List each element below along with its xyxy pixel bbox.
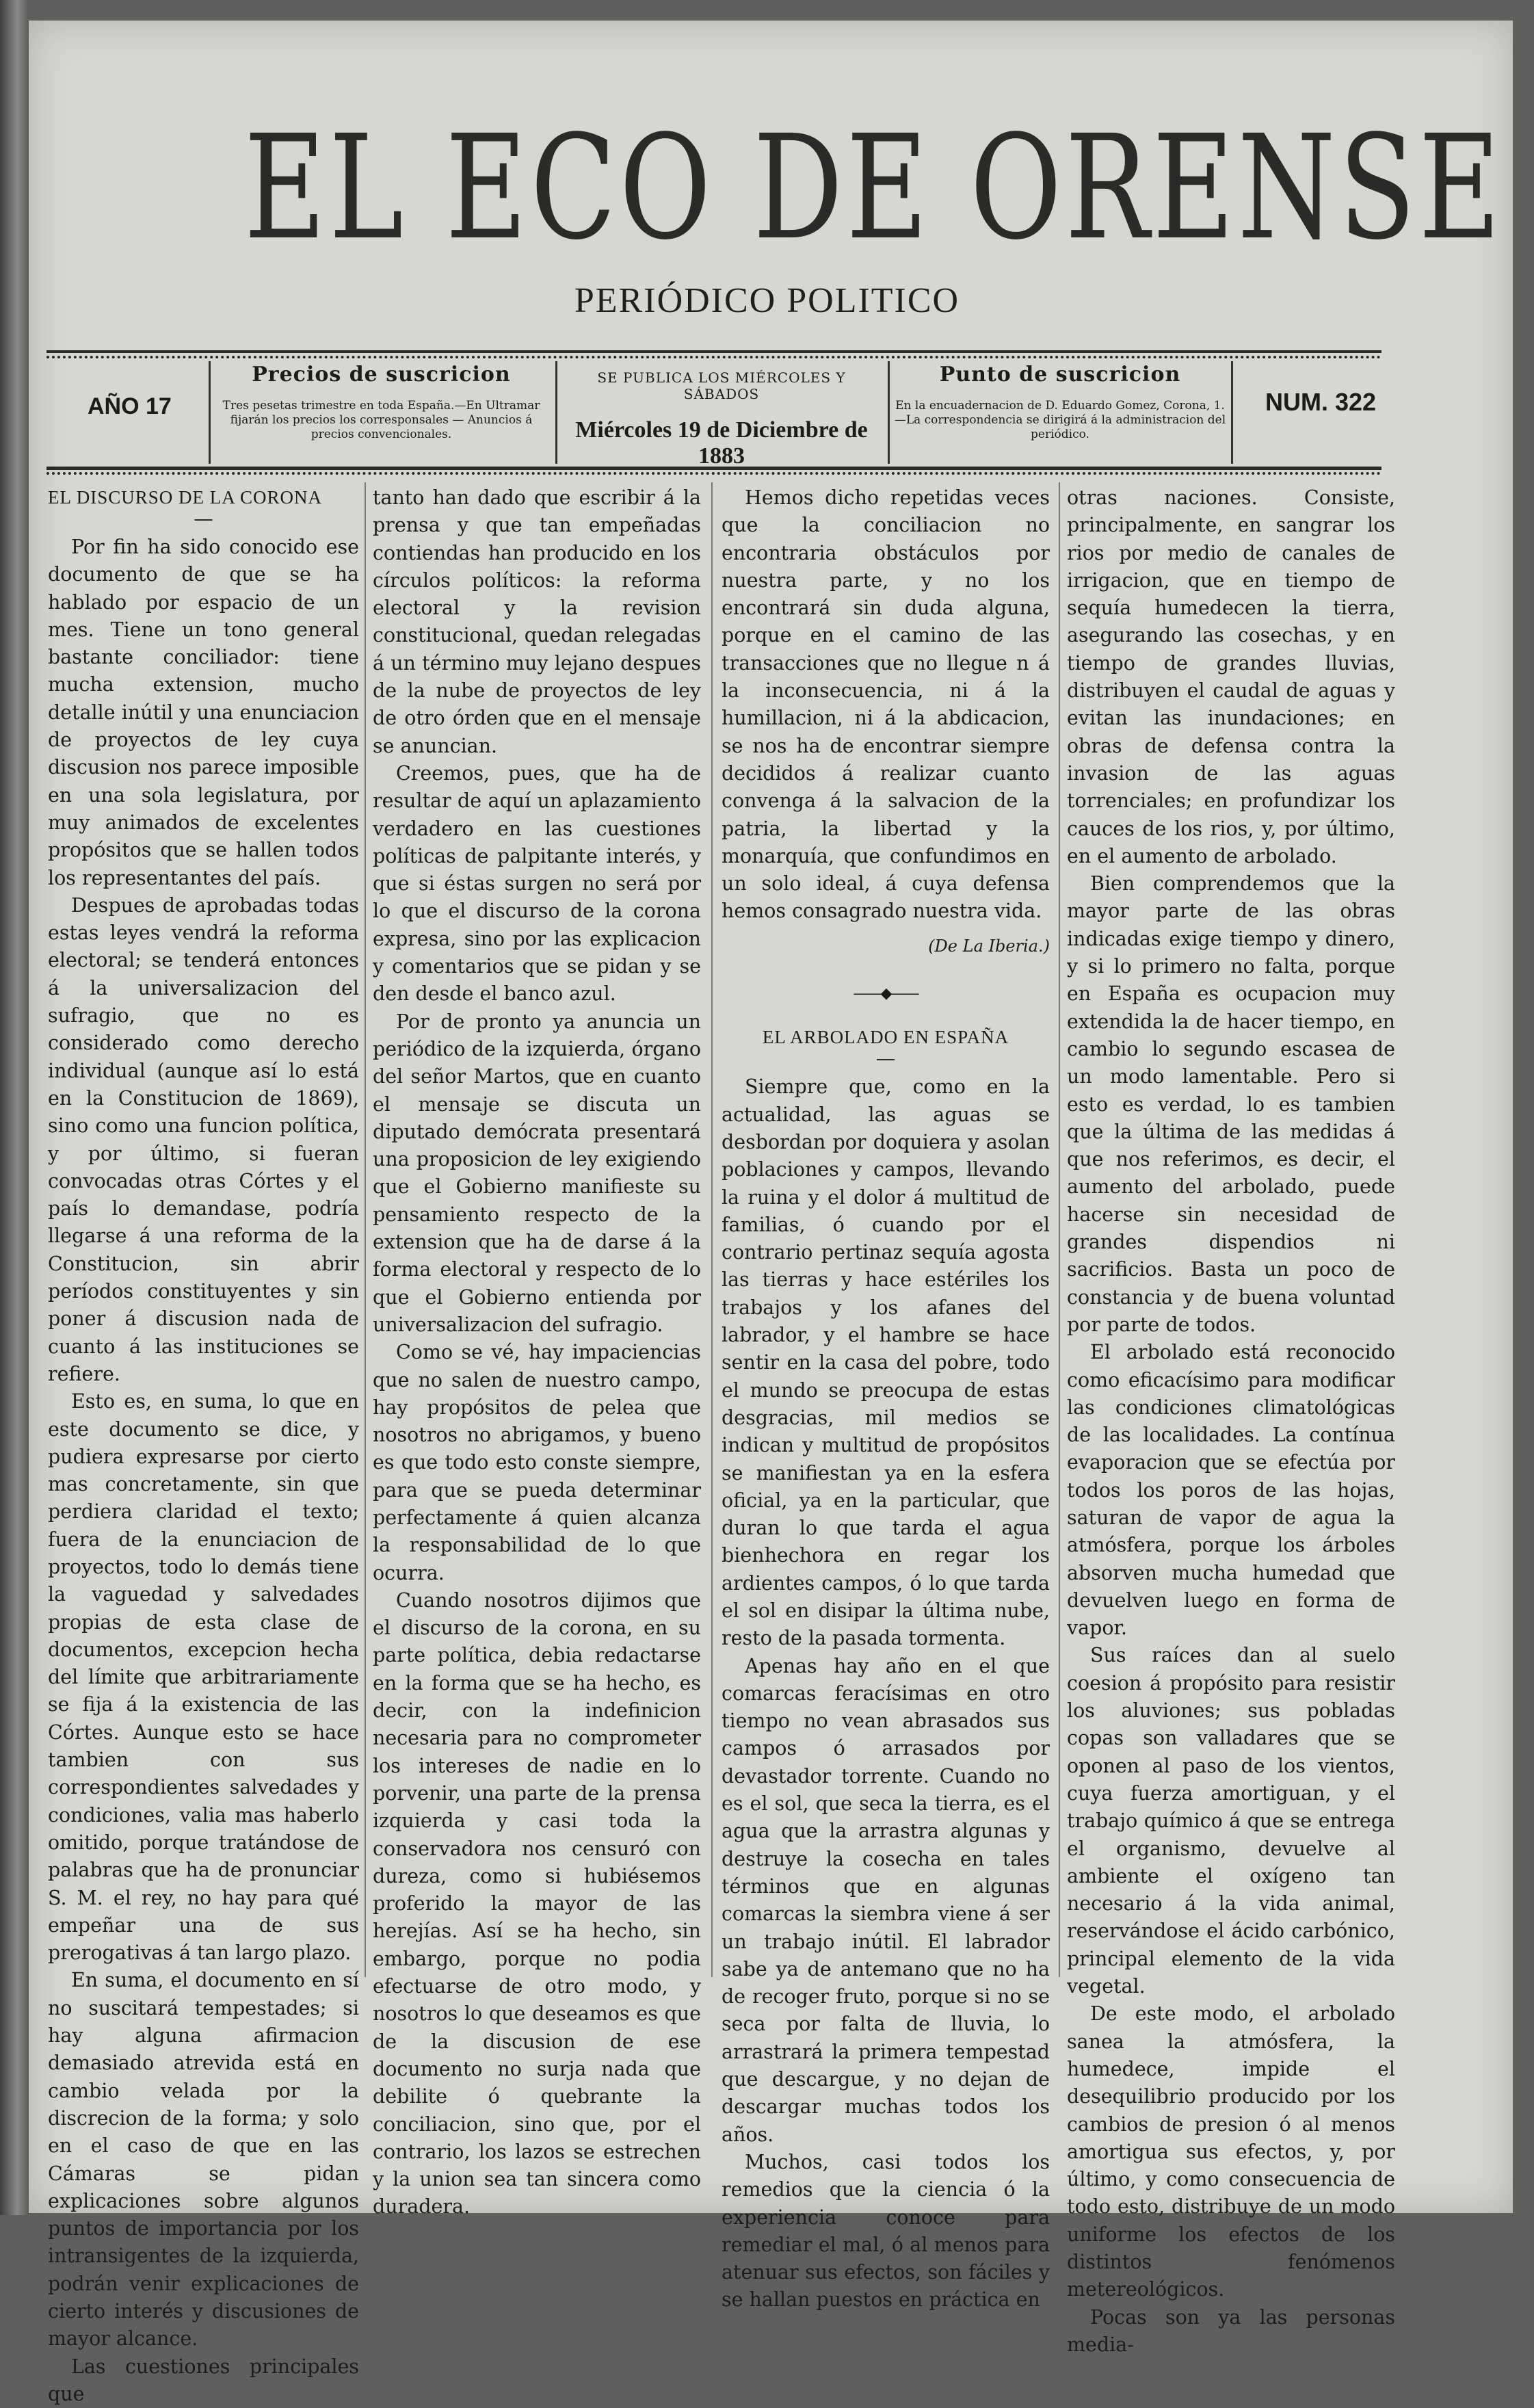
paragraph: Despues de aprobadas todas estas leyes vendrá la reforma electoral; se tenderá entonces á la universalizacion del sufragio, que no es considerado como derecho individual (aunque así lo está en la Constitucion de 1869), sino como una funcion política, y por último, si fueran convocadas otras Córtes y el país lo demandase, podría llegarse á una reforma de la Constitucion, sin abrir períodos constituyentes y sin poner á discusion nada de cuanto á las instituciones se refiere. bbox=[48, 893, 359, 1385]
paragraph: tanto han dado que escribir á la prensa y que tan empeñadas contiendas han producido en los círculos políticos: la reforma electoral y la revision constitucional, quedan relegadas á un término muy lejano despues de la nube de proyectos de ley de otro órden que en el mensaje se anuncian. bbox=[373, 486, 701, 757]
paragraph: otras naciones. Consiste, principalmente, en sangrar los rios por medio de canales de irrigacion, que en tiempo de sequía humedecen la tierra, asegurando las cosechas, y en tiempo de grandes lluvias, distribuyen el caudal de aguas y evitan las inundaciones; en obras de defensa contra la invasion de las aguas torrenciales; en profundizar los cauces de los rios, y, por último, en el aumento de arbolado. bbox=[1067, 486, 1395, 867]
article-heading: EL ARBOLADO EN ESPAÑA bbox=[762, 1027, 1009, 1048]
subscription-point-title: Punto de suscricion bbox=[939, 363, 1181, 387]
prices-box bbox=[212, 363, 551, 442]
paragraph: El arbolado está reconocido como eficacísimo para modificar las condiciones climatológicas de las localidades. La contínua evaporacion que se efectúa por todos los poros de las hojas, saturan de vapor de agua la atmósfera, porque los árboles absorven mucha humedad que devuelven luego en forma de vapor. bbox=[1067, 1341, 1395, 1640]
paragraph: Bien comprendemos que la mayor parte de las obras indicadas exige tiempo y dinero, y si lo primero no falta, porque en España es ocupacion muy extendida la de hacer tiempo, en cambio lo segundo escasea de un modo lamentable. Pero si esto es verdad, lo es tambien que la última de las medidas á que nos referimos, es decir, el aumento del arbolado, puede hacerse sin necesidad de grandes dispendios ni sacrificios. Basta un poco de constancia y de buena voluntad por parte de todos. bbox=[1067, 872, 1395, 1336]
prices-title: Precios de suscricion bbox=[252, 363, 511, 387]
paragraph: Como se vé, hay impaciencias que no salen de nuestro campo, hay propósitos de pelea que nosotros no abrigamos, y bueno es que todo esto conste siempre, para que se pueda determinar perfectamente á quien alcanza la responsabilidad de lo que ocurra. bbox=[373, 1341, 701, 1584]
header-divider bbox=[209, 361, 211, 464]
heading-dash: — bbox=[875, 1047, 896, 1071]
paragraph: Cuando nosotros dijimos que el discurso de la corona, en su parte política, debia redactarse en la forma que se ha hecho, es decir, con la indefinicion necesaria para no comprometer los intereses de nadie en lo porvenir, una parte de la prensa izquierda y casi toda la conservadora nos censuró con dureza, como si hubiésemos proferido la mayor de las herejías. Así se ha hecho, sin embargo, porque no podia efectuarse de otro modo, y nosotros lo que deseamos es que de la discusion de ese documento no surja nada que debilite ó quebrante la conciliacion, sino que, por el contrario, los lazos se estrechen y la union sea tan sincera como duradera. bbox=[373, 1588, 701, 2219]
paragraph: Apenas hay año en el que comarcas feracísimas en otro tiempo no vean abrasados sus campos ó arrasados por devastador torrente. Cuando no es el sol, que seca la tierra, es el agua que la arrastra algunas y destruye la cosecha en tales términos que en algunas comarcas la siembra viene á ser un trabajo inútil. El labrador sabe ya de antemano que no ha de recoger fruto, porque si no se seca por falta de lluvia, lo arrastrará la primera tempestad que descargue, y no dejan de descargar muchas todos los años. bbox=[722, 1654, 1050, 2146]
column-4 bbox=[1067, 484, 1395, 2359]
subscription-point-box bbox=[892, 363, 1228, 442]
paragraph: Por de pronto ya anuncia un periódico de la izquierda, órgano del señor Martos, que en cuanto el mensaje se discuta un diputado demócrata presentará una proposicion de ley exigiendo que el Gobierno manifieste su pensamiento respecto de la extension que ha de darse á la forma electoral y respecto de lo que el Gobierno entienda por universalizacion del sufragio. bbox=[373, 1010, 701, 1336]
paragraph: De este modo, el arbolado sanea la atmósfera, la humedece, impide el desequilibrio producido por los cambios de presion ó al menos amortigua sus efectos, y, por último, y como consecuencia de todo esto, distribuye de un modo uniforme los efectos de los distintos fenómenos metereológicos. bbox=[1067, 2002, 1395, 2301]
section-ornament: ——◆—— bbox=[853, 985, 918, 1003]
column-separator bbox=[711, 482, 713, 1977]
column-3 bbox=[722, 484, 1050, 2314]
year-label: AÑO 17 bbox=[88, 393, 172, 419]
prices-text: Tres pesetas trimestre en toda España.—En Ultramar fijarán los precios los corresponsales — Anuncios á precios convencionales. bbox=[222, 399, 540, 441]
header-bottom-dotted-rule bbox=[47, 472, 1381, 475]
column-separator bbox=[365, 482, 366, 1977]
publication-days: SE PUBLICA LOS MIÉRCOLES Y SÁBADOS bbox=[597, 369, 846, 402]
source-attribution: (De La Iberia.) bbox=[928, 936, 1050, 956]
date-box bbox=[557, 369, 886, 469]
issue-date: Miércoles 19 de Diciembre de 1883 bbox=[575, 417, 868, 469]
subtitle: PERIÓDICO POLITICO bbox=[574, 281, 960, 320]
paragraph: En suma, el documento en sí no suscitará tempestades; si hay alguna afirmacion demasiado atrevida está en cambio velada por la discrecion de la forma; y solo en el caso de que en las Cámaras se pidan explicaciones sobre algunos puntos de importancia por los intransigentes de la izquierda, podrán venir explicaciones de cierto interés y discusiones de mayor alcance. bbox=[48, 1969, 359, 2351]
page-binding-edge bbox=[0, 0, 29, 2215]
issue-number: NUM. 322 bbox=[1265, 388, 1377, 416]
paragraph: Esto es, en suma, lo que en este documento se dice, y pudiera expresarse por cierto mas concretamente, sin que perdiera claridad el texto; fuera de la enunciacion de proyectos, todo lo demás tiene la vaguedad y salvedades propias de esta clase de documentos, excepcion hecha del límite que arbitrariamente se fija á la existencia de las Córtes. Aunque esto se hace tambien con sus correspondientes salvedades y condiciones, valia mas haberlo omitido, porque tratándose de palabras que ha de pronunciar S. M. el rey, no hay para qué empeñar una de sus prerogativas á tan largo plazo. bbox=[48, 1390, 359, 1965]
header-divider bbox=[888, 361, 890, 464]
column-separator bbox=[1059, 482, 1060, 1977]
masthead-title: EL ECO DE ORENSE bbox=[243, 104, 1504, 272]
header-dotted-rule bbox=[47, 356, 1381, 358]
heading-dash: — bbox=[194, 508, 213, 530]
paragraph: Creemos, pues, que ha de resultar de aquí un aplazamiento verdadero en las cuestiones políticas de palpitante interés, y que si éstas surgen no será por lo que el discurso de la corona expresa, sino por las explicacion y comentarios que se pidan y se den desde el banco azul. bbox=[373, 761, 701, 1006]
paragraph: Muchos, casi todos los remedios que la ciencia ó la experiencia conoce para remediar el mal, ó al menos para atenuar sus efectos, son fáciles y se hallan puestos en práctica en bbox=[722, 2150, 1050, 2312]
paragraph: Por fin ha sido conocido ese documento de que se ha hablado por espacio de un mes. Tiene un tono general bastante conciliador: tiene mucha extension, mucho detalle inútil y una enunciacion de proyectos de ley cuya discusion nos parece imposible en una sola legislatura, por muy animados de excelentes propósitos que se hallen todos los representantes del país. bbox=[48, 536, 359, 889]
paragraph: Siempre que, como en la actualidad, las aguas se desbordan por doquiera y asolan poblaciones y campos, llevando la ruina y el dolor á multitud de familias, ó cuando por el contrario pertinaz sequía agosta las tierras y hace estériles los trabajos y los afanes del labrador, y el hambre se hace sentir en la casa del pobre, todo el mundo se preocupa de estas desgracias, mil medios se indican y multitud de propósitos se manifiestan ya en la esfera oficial, ya en la particular, que duran lo que tarda el agua bienhechora en regar los ardientes campos, ó lo que tarda el sol en disipar la última nube, resto de la pasada tormenta. bbox=[722, 1075, 1050, 1650]
article-heading: EL DISCURSO DE LA CORONA bbox=[48, 487, 323, 508]
header-divider bbox=[1231, 361, 1233, 464]
subscription-point-text: En la encuadernacion de D. Eduardo Gomez, Corona, 1.—La correspondencia se dirigirá á la administracion del periódico. bbox=[894, 399, 1226, 441]
paragraph: Hemos dicho repetidas veces que la conciliacion no encontraria obstáculos por nuestra parte, y no los encontrará sin duda alguna, porque en el camino de las transacciones que no llegue n á la inconsecuencia, ni á la humillacion, ni á la abdicacion, se nos ha de encontrar siempre decididos á realizar cuanto convenga á la salvacion de la patria, la libertad y la monarquía, que confundimos en un solo ideal, á cuya defensa hemos consagrado nuestra vida. bbox=[722, 486, 1050, 923]
column-2 bbox=[373, 484, 701, 2221]
paragraph: Las cuestiones principales que bbox=[48, 2355, 359, 2405]
paragraph: Sus raíces dan al suelo coesion á propósito para resistir los aluviones; sus pobladas copas son valladares que se oponen al paso de los vientos, cuya fuerza amortiguan, y el trabajo químico á que se entrega el organismo, devuelve al ambiente el oxígeno tan necesario á la vida animal, reservándose el ácido carbónico, principal elemento de la vida vegetal. bbox=[1067, 1644, 1395, 1998]
column-1 bbox=[48, 484, 359, 2408]
header-top-rule bbox=[47, 350, 1381, 353]
paragraph: Pocas son ya las personas media- bbox=[1067, 2305, 1395, 2356]
